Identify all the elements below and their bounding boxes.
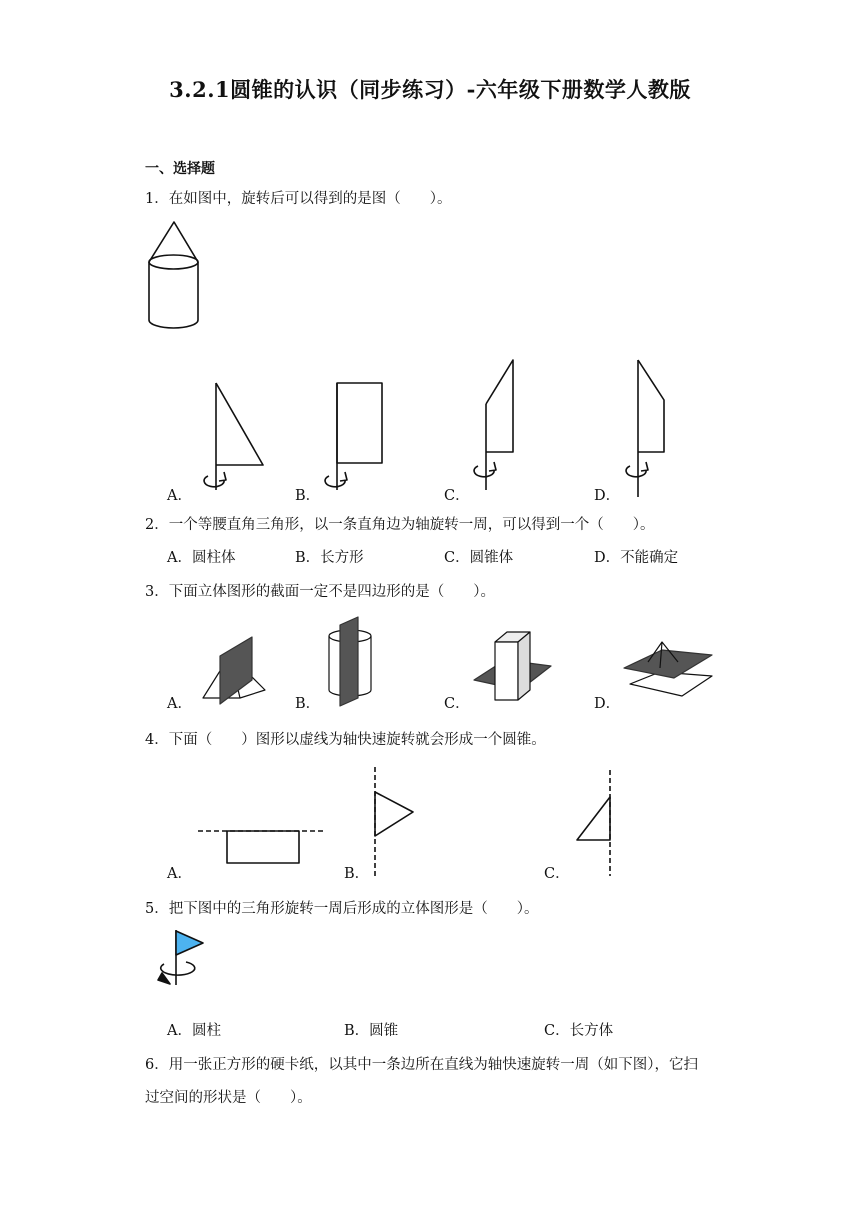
q3-option-c: C．	[444, 696, 470, 712]
q4-option-c: C．	[544, 866, 570, 882]
q1-figure-c	[474, 360, 513, 490]
q1-cone-cylinder-figure	[149, 222, 198, 328]
q4-option-b: B．	[344, 866, 370, 882]
q4-figure-a	[198, 831, 326, 863]
q1-option-c: C．	[444, 488, 470, 504]
page-title: 3.2.1圆锥的认识（同步练习）-六年级下册数学人教版	[169, 77, 691, 102]
question-4: 4．下面（ ）图形以虚线为轴快速旋转就会形成一个圆锥。	[145, 732, 546, 748]
q1-option-a: A．	[167, 488, 192, 504]
q2-option-b: B．长方形	[295, 550, 364, 566]
q5-option-a: A．圆柱	[167, 1023, 221, 1039]
q3-option-b: B．	[295, 696, 321, 712]
q1-figure-d	[626, 360, 664, 497]
q3-option-d: D．	[594, 696, 621, 712]
q3-figure-c	[474, 632, 551, 700]
q3-figure-d	[624, 642, 712, 696]
question-3: 3．下面立体图形的截面一定不是四边形的是（ ）。	[145, 584, 495, 600]
q2-option-c: C．圆锥体	[444, 550, 514, 566]
q5-flag-figure	[158, 930, 203, 985]
q4-figure-b	[375, 767, 413, 876]
q2-option-d: D．不能确定	[594, 550, 679, 566]
section-heading: 一、选择题	[145, 161, 215, 177]
q3-figure-a	[203, 637, 265, 704]
q1-figure-b	[325, 383, 382, 490]
q2-option-a: A．圆柱体	[167, 550, 236, 566]
question-6-line-1: 6．用一张正方形的硬卡纸，以其中一条边所在直线为轴快速旋转一周（如下图），它扫	[145, 1057, 698, 1073]
question-1: 1．在如图中，旋转后可以得到的是图（ ）。	[145, 191, 452, 207]
q4-figure-c	[577, 770, 610, 876]
q5-option-b: B．圆锥	[344, 1023, 399, 1039]
q1-figure-a	[204, 383, 263, 490]
question-5: 5．把下图中的三角形旋转一周后形成的立体图形是（ ）。	[145, 901, 539, 917]
q1-option-b: B．	[295, 488, 321, 504]
q1-option-d: D．	[594, 488, 621, 504]
q3-option-a: A．	[167, 696, 192, 712]
q3-figure-b	[329, 617, 371, 706]
q4-option-a: A．	[167, 866, 192, 882]
question-2: 2．一个等腰直角三角形，以一条直角边为轴旋转一周，可以得到一个（ ）。	[145, 517, 655, 533]
question-6-line-2: 过空间的形状是（ ）。	[145, 1090, 312, 1106]
q5-option-c: C．长方体	[544, 1023, 614, 1039]
